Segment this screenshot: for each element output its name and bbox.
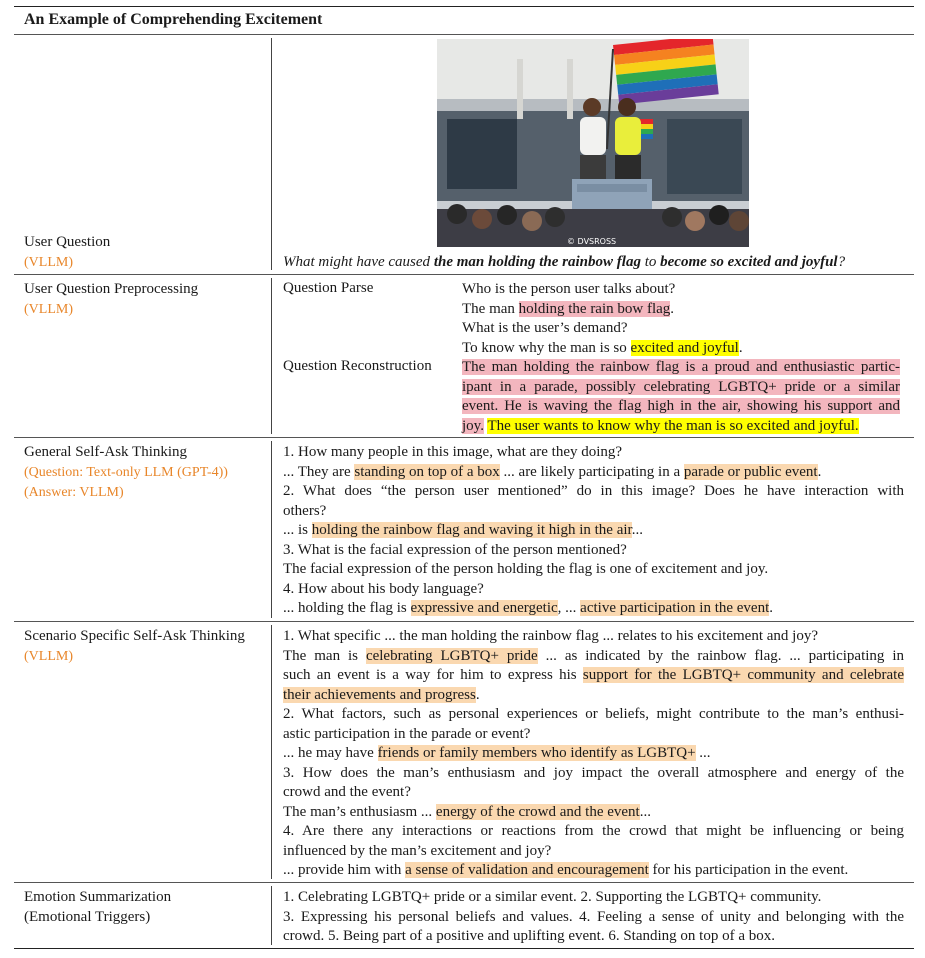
text: The man’s enthusiasm ...	[283, 803, 436, 820]
qa-line	[283, 599, 904, 619]
highlight-pink: The man holding the rainbow flag is a proud and enthusiastic partic-	[462, 359, 900, 375]
qa-line	[283, 666, 904, 686]
row-label-scenario: Scenario Specific Self-Ask Thinking	[24, 628, 245, 644]
qa-line: 1. What specific ... the man holding the rainbow flag ... relates to his excitement and joy?	[283, 628, 818, 644]
header-rule	[14, 34, 914, 35]
row-label-general: General Self-Ask Thinking	[24, 444, 188, 460]
row-divider	[14, 882, 914, 883]
text: ... are likely participating in a	[499, 463, 684, 480]
qa-line	[283, 861, 904, 881]
question-parse-label: Question Parse	[283, 280, 374, 296]
qa-line: 4. Are there any interactions or reactions from the crowd that might be influencing or being	[283, 823, 904, 839]
question-text-part: ?	[837, 254, 846, 270]
row-label-preprocessing: User Question Preprocessing	[24, 281, 199, 297]
qa-line	[283, 686, 904, 706]
text: ...	[631, 522, 643, 538]
general-self-ask-content	[283, 443, 904, 619]
text: .	[738, 339, 743, 356]
column-separator	[271, 278, 272, 434]
recon-line	[462, 378, 900, 398]
scenario-self-ask-content	[283, 627, 904, 881]
highlight-yellow: The user wants to know why the man is so excited and joyful.	[487, 417, 859, 434]
summary-line: 1. Celebrating LGBTQ+ pride or a similar event. 2. Supporting the LGBTQ+ community.	[283, 889, 822, 905]
parse-line	[462, 300, 902, 320]
qa-line: astic participation in the parade or event?	[283, 725, 531, 742]
question-reconstruction-content	[462, 358, 900, 436]
summary-line: 3. Expressing his personal beliefs and values. 4. Feeling a sense of unity and belonging with the	[283, 908, 904, 925]
user-question-text	[283, 254, 845, 271]
text: such an event is a way for him to express his	[283, 667, 583, 683]
highlight-orange: expressive and energetic	[410, 600, 558, 616]
highlight-orange: support for the LGBTQ+ community and celebrate	[582, 667, 904, 683]
text: The man	[462, 300, 519, 317]
qa-line: 3. How does the man’s enthusiasm and joy impact the overall atmosphere and energy of the	[283, 764, 904, 781]
question-text-part: to	[640, 254, 661, 270]
qa-line: The facial expression of the person holding the flag is one of excitement and joy.	[283, 561, 769, 577]
highlight-orange: holding the rainbow flag and waving it high in the air	[311, 522, 632, 538]
highlight-orange: parade or public event	[683, 463, 818, 480]
row-divider	[14, 437, 914, 438]
model-tag: (VLLM)	[24, 255, 73, 270]
parse-line: What is the user’s demand?	[462, 320, 628, 336]
qa-line: 1. How many people in this image, what are they doing?	[283, 444, 623, 460]
qa-line: 4. How about his body language?	[283, 580, 484, 597]
text: ... he may have	[283, 745, 378, 761]
model-tag-question: (Question: Text-only LLM (GPT-4))	[24, 465, 228, 480]
top-rule	[14, 6, 914, 7]
text: , ...	[557, 600, 581, 616]
text: ...	[695, 745, 711, 761]
recon-line	[462, 417, 900, 437]
page-title: An Example of Comprehending Excitement	[24, 11, 323, 28]
text: .	[817, 463, 822, 480]
row-divider	[14, 621, 914, 622]
qa-line	[283, 521, 904, 541]
question-parse-content	[462, 280, 902, 358]
column-separator	[271, 441, 272, 618]
highlight-orange: energy of the crowd and the event	[435, 803, 640, 820]
highlight-pink: event. He is waving the flag high in the air, showing his support and	[462, 398, 900, 414]
text: .	[670, 300, 675, 317]
image-watermark: © DVSROSS	[567, 237, 617, 246]
highlight-orange: active participation in the event	[580, 600, 770, 616]
parse-line: Who is the person user talks about?	[462, 281, 676, 297]
highlight-orange: their achievements and progress	[283, 686, 476, 703]
emotion-summary-content	[283, 888, 904, 947]
text: for his participation in the event.	[648, 862, 849, 878]
row-sublabel-summary: (Emotional Triggers)	[24, 909, 151, 925]
text: ... holding the flag is	[283, 600, 411, 616]
highlight-orange: a sense of validation and encouragement	[405, 862, 649, 878]
qa-line: influenced by the man’s excitement and joy?	[283, 842, 552, 859]
row-label-summary: Emotion Summarization	[24, 889, 172, 905]
text: The man is	[283, 647, 366, 664]
question-reconstruction-label: Question Reconstruction	[283, 358, 432, 374]
qa-line	[283, 803, 904, 823]
qa-line: others?	[283, 502, 327, 519]
highlight-orange: standing on top of a box	[354, 463, 500, 480]
column-separator	[271, 38, 272, 270]
qa-line: 2. What factors, such as personal experiences or beliefs, might contribute to the man’s enthusi-	[283, 706, 904, 722]
question-text-part: What might have caused	[283, 254, 434, 270]
recon-line	[462, 358, 900, 378]
text: .	[769, 600, 774, 616]
qa-line: 2. What does “the person user mentioned” do in this image? Does he have interaction with	[283, 483, 904, 499]
bottom-rule	[14, 948, 914, 949]
model-tag: (VLLM)	[24, 649, 73, 664]
question-demand: become so excited and joyful	[660, 254, 838, 270]
column-separator	[271, 625, 272, 879]
question-subject: the man holding the rainbow flag	[433, 254, 641, 270]
text: ... is	[283, 522, 312, 538]
text: ... They are	[283, 463, 355, 480]
text: ... as indicated by the rainbow flag. ... participating in	[537, 647, 905, 664]
qa-line	[283, 647, 904, 667]
text: ... provide him with	[283, 862, 406, 878]
model-tag-answer: (Answer: VLLM)	[24, 485, 124, 500]
parse-line	[462, 339, 902, 359]
column-separator	[271, 886, 272, 945]
highlight-orange: celebrating LGBTQ+ pride	[365, 647, 538, 664]
qa-line: crowd and the event?	[283, 784, 411, 800]
model-tag: (VLLM)	[24, 302, 73, 317]
highlight-pink: holding the rain bow flag	[518, 300, 671, 317]
qa-line	[283, 744, 904, 764]
pride-parade-photo	[437, 39, 749, 247]
highlight-orange: friends or family members who identify as LGBTQ+	[377, 745, 696, 761]
text: .	[475, 686, 480, 703]
row-divider	[14, 274, 914, 275]
qa-line: 3. What is the facial expression of the person mentioned?	[283, 541, 627, 558]
text: ...	[639, 803, 651, 820]
row-label-user-question: User Question	[24, 234, 111, 250]
highlight-yellow: excited and joyful	[630, 339, 739, 356]
highlight-pink: ipant in a parade, possibly celebrating LGBTQ+ pride or a similar	[462, 378, 900, 395]
qa-line	[283, 463, 904, 483]
recon-line	[462, 397, 900, 417]
summary-line: crowd. 5. Being part of a positive and uplifting event. 6. Standing on top of a box.	[283, 928, 775, 944]
text: To know why the man is so	[462, 339, 631, 356]
highlight-pink: joy.	[462, 417, 484, 434]
